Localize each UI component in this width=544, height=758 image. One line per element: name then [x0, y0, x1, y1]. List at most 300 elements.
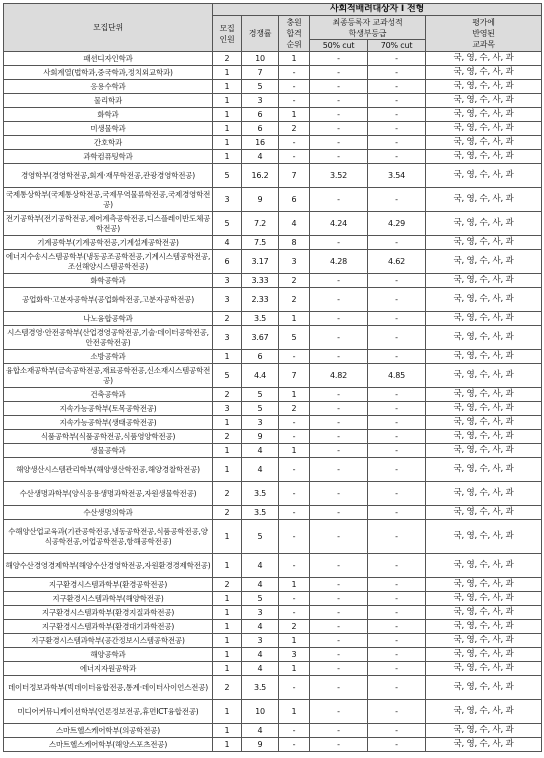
- recruit-cell: 1: [213, 634, 242, 648]
- recruit-cell: 3: [213, 326, 242, 350]
- rank-cell: 1: [279, 444, 310, 458]
- competition-cell: 3: [242, 416, 279, 430]
- cut70-cell: 4.85: [368, 364, 426, 388]
- competition-cell: 4: [242, 150, 279, 164]
- subjects-cell: 국, 영, 수, 사, 과: [426, 700, 542, 724]
- recruit-cell: 2: [213, 578, 242, 592]
- cut50-cell: -: [310, 648, 368, 662]
- cut50-cell: 4.24: [310, 212, 368, 236]
- table-row: [4, 648, 542, 662]
- table-row: [4, 122, 542, 136]
- unit-cell: 해양공학과: [4, 648, 213, 662]
- unit-cell: 식품공학부(식품공학전공,식품영양학전공): [4, 430, 213, 444]
- recruit-cell: 1: [213, 592, 242, 606]
- recruit-cell: 3: [213, 288, 242, 312]
- competition-cell: 9: [242, 188, 279, 212]
- header-cut50: 50% cut: [310, 40, 368, 52]
- recruit-cell: 1: [213, 662, 242, 676]
- subjects-cell: 국, 영, 수, 사, 과: [426, 634, 542, 648]
- unit-cell: 해양수산경영경제학부(해양수산경영학전공,자원환경경제학전공): [4, 554, 213, 578]
- table-row: [4, 274, 542, 288]
- table-row: [4, 578, 542, 592]
- rank-cell: -: [279, 724, 310, 738]
- cut70-cell: -: [368, 554, 426, 578]
- rank-cell: -: [279, 482, 310, 506]
- recruit-cell: 1: [213, 520, 242, 554]
- competition-cell: 6: [242, 350, 279, 364]
- cut70-cell: -: [368, 108, 426, 122]
- cut50-cell: -: [310, 122, 368, 136]
- cut50-cell: -: [310, 274, 368, 288]
- rank-cell: 3: [279, 648, 310, 662]
- rank-cell: 1: [279, 52, 310, 66]
- recruit-cell: 1: [213, 350, 242, 364]
- subjects-cell: 국, 영, 수, 사, 과: [426, 592, 542, 606]
- rank-cell: 2: [279, 402, 310, 416]
- cut50-cell: -: [310, 520, 368, 554]
- rank-cell: -: [279, 150, 310, 164]
- rank-cell: -: [279, 136, 310, 150]
- competition-cell: 3: [242, 634, 279, 648]
- recruit-cell: 6: [213, 250, 242, 274]
- subjects-cell: 국, 영, 수, 사, 과: [426, 676, 542, 700]
- cut50-cell: 4.82: [310, 364, 368, 388]
- subjects-cell: 국, 영, 수, 사, 과: [426, 606, 542, 620]
- cut70-cell: -: [368, 80, 426, 94]
- competition-cell: 3.67: [242, 326, 279, 350]
- subjects-cell: 국, 영, 수, 사, 과: [426, 188, 542, 212]
- unit-cell: 해양생산시스템관리학부(해양생산학전공,해양경찰학전공): [4, 458, 213, 482]
- subjects-cell: 국, 영, 수, 사, 과: [426, 212, 542, 236]
- competition-cell: 10: [242, 52, 279, 66]
- unit-cell: 미생물학과: [4, 122, 213, 136]
- subjects-cell: 국, 영, 수, 사, 과: [426, 648, 542, 662]
- cut50-cell: -: [310, 458, 368, 482]
- competition-cell: 4: [242, 662, 279, 676]
- competition-cell: 5: [242, 402, 279, 416]
- competition-cell: 3.5: [242, 482, 279, 506]
- cut70-cell: -: [368, 592, 426, 606]
- cut50-cell: -: [310, 136, 368, 150]
- subjects-cell: 국, 영, 수, 사, 과: [426, 80, 542, 94]
- subjects-cell: 국, 영, 수, 사, 과: [426, 402, 542, 416]
- unit-cell: 스마트헬스케어학부(해양스포츠전공): [4, 738, 213, 752]
- cut70-cell: -: [368, 326, 426, 350]
- cut70-cell: -: [368, 388, 426, 402]
- competition-cell: 4: [242, 554, 279, 578]
- competition-cell: 7.5: [242, 236, 279, 250]
- rank-cell: -: [279, 80, 310, 94]
- cut50-cell: -: [310, 52, 368, 66]
- subjects-cell: 국, 영, 수, 사, 과: [426, 578, 542, 592]
- table-row: [4, 738, 542, 752]
- subjects-cell: 국, 영, 수, 사, 과: [426, 364, 542, 388]
- cut70-cell: -: [368, 676, 426, 700]
- header-subjects: 평가에 반영된 교과목: [426, 16, 542, 52]
- table-row: [4, 66, 542, 80]
- table-row: [4, 312, 542, 326]
- rank-cell: -: [279, 554, 310, 578]
- unit-cell: 지구환경시스템과학부(환경대기과학전공): [4, 620, 213, 634]
- table-row: [4, 80, 542, 94]
- recruit-cell: 2: [213, 430, 242, 444]
- recruit-cell: 3: [213, 274, 242, 288]
- cut50-cell: -: [310, 738, 368, 752]
- rank-cell: 1: [279, 634, 310, 648]
- cut50-cell: -: [310, 416, 368, 430]
- competition-cell: 9: [242, 430, 279, 444]
- table-row: [4, 288, 542, 312]
- table-row: [4, 188, 542, 212]
- unit-cell: 기계공학부(기계공학전공,기계설계공학전공): [4, 236, 213, 250]
- cut50-cell: -: [310, 724, 368, 738]
- recruit-cell: 1: [213, 554, 242, 578]
- rank-cell: 1: [279, 312, 310, 326]
- unit-cell: 지속가능공학부(토목공학전공): [4, 402, 213, 416]
- recruit-cell: 1: [213, 738, 242, 752]
- recruit-cell: 1: [213, 620, 242, 634]
- cut70-cell: -: [368, 236, 426, 250]
- cut50-cell: 3.52: [310, 164, 368, 188]
- rank-cell: -: [279, 592, 310, 606]
- cut70-cell: -: [368, 520, 426, 554]
- cut70-cell: -: [368, 458, 426, 482]
- competition-cell: 5: [242, 520, 279, 554]
- cut70-cell: -: [368, 662, 426, 676]
- subjects-cell: 국, 영, 수, 사, 과: [426, 52, 542, 66]
- table-row: [4, 606, 542, 620]
- unit-cell: 건축공학과: [4, 388, 213, 402]
- table-row: [4, 430, 542, 444]
- table-row: [4, 108, 542, 122]
- table-row: [4, 350, 542, 364]
- unit-cell: 데이터정보과학부(빅데이터융합전공,통계·데이터사이언스전공): [4, 676, 213, 700]
- cut70-cell: -: [368, 738, 426, 752]
- competition-cell: 6: [242, 108, 279, 122]
- cut50-cell: -: [310, 606, 368, 620]
- competition-cell: 4: [242, 578, 279, 592]
- competition-cell: 7: [242, 66, 279, 80]
- subjects-cell: 국, 영, 수, 사, 과: [426, 312, 542, 326]
- cut70-cell: -: [368, 506, 426, 520]
- cut50-cell: 4.28: [310, 250, 368, 274]
- unit-cell: 지구환경시스템과학부(공간정보시스템공학전공): [4, 634, 213, 648]
- unit-cell: 간호학과: [4, 136, 213, 150]
- rank-cell: 1: [279, 700, 310, 724]
- recruit-cell: 2: [213, 676, 242, 700]
- competition-cell: 3.33: [242, 274, 279, 288]
- rank-cell: -: [279, 738, 310, 752]
- subjects-cell: 국, 영, 수, 사, 과: [426, 108, 542, 122]
- table-row: [4, 520, 542, 554]
- competition-cell: 16.2: [242, 164, 279, 188]
- table-row: [4, 724, 542, 738]
- cut70-cell: -: [368, 430, 426, 444]
- rank-cell: -: [279, 606, 310, 620]
- rank-cell: -: [279, 94, 310, 108]
- table-row: [4, 482, 542, 506]
- cut70-cell: -: [368, 52, 426, 66]
- cut70-cell: 4.62: [368, 250, 426, 274]
- cut50-cell: -: [310, 620, 368, 634]
- rank-cell: 2: [279, 620, 310, 634]
- cut50-cell: -: [310, 634, 368, 648]
- rank-cell: 1: [279, 662, 310, 676]
- subjects-cell: 국, 영, 수, 사, 과: [426, 288, 542, 312]
- unit-cell: 생물공학과: [4, 444, 213, 458]
- rank-cell: 8: [279, 236, 310, 250]
- competition-cell: 4.4: [242, 364, 279, 388]
- competition-cell: 16: [242, 136, 279, 150]
- recruit-cell: 2: [213, 312, 242, 326]
- cut70-cell: -: [368, 724, 426, 738]
- unit-cell: 화학공학과: [4, 274, 213, 288]
- subjects-cell: 국, 영, 수, 사, 과: [426, 506, 542, 520]
- cut70-cell: -: [368, 66, 426, 80]
- recruit-cell: 1: [213, 122, 242, 136]
- cut70-cell: -: [368, 444, 426, 458]
- cut50-cell: -: [310, 108, 368, 122]
- unit-cell: 응용수학과: [4, 80, 213, 94]
- rank-cell: -: [279, 66, 310, 80]
- table-row: [4, 676, 542, 700]
- table-row: [4, 94, 542, 108]
- table-row: [4, 634, 542, 648]
- cut50-cell: -: [310, 700, 368, 724]
- subjects-cell: 국, 영, 수, 사, 과: [426, 236, 542, 250]
- unit-cell: 스마트헬스케어학부(의공학전공): [4, 724, 213, 738]
- unit-cell: 수산생명과학부(양식응용생명과학전공,자원생물학전공): [4, 482, 213, 506]
- table-row: [4, 458, 542, 482]
- competition-cell: 5: [242, 592, 279, 606]
- unit-cell: 융합소재공학부(금속공학전공,재료공학전공,신소재시스템공학전공): [4, 364, 213, 388]
- unit-cell: 사회계열(법학과,중국학과,정치외교학과): [4, 66, 213, 80]
- cut70-cell: 4.29: [368, 212, 426, 236]
- unit-cell: 지구환경시스템과학부(환경지질과학전공): [4, 606, 213, 620]
- unit-cell: 과학컴퓨팅학과: [4, 150, 213, 164]
- cut50-cell: -: [310, 188, 368, 212]
- header-final-grade: 최종등록자 교과성적 학생부등급: [310, 16, 426, 40]
- subjects-cell: 국, 영, 수, 사, 과: [426, 444, 542, 458]
- cut50-cell: -: [310, 350, 368, 364]
- rank-cell: -: [279, 350, 310, 364]
- subjects-cell: 국, 영, 수, 사, 과: [426, 430, 542, 444]
- rank-cell: 1: [279, 578, 310, 592]
- recruit-cell: 1: [213, 444, 242, 458]
- competition-cell: 3.17: [242, 250, 279, 274]
- subjects-cell: 국, 영, 수, 사, 과: [426, 150, 542, 164]
- recruit-cell: 5: [213, 364, 242, 388]
- table-row: [4, 236, 542, 250]
- competition-cell: 7.2: [242, 212, 279, 236]
- subjects-cell: 국, 영, 수, 사, 과: [426, 94, 542, 108]
- unit-cell: 물리학과: [4, 94, 213, 108]
- rank-cell: 1: [279, 108, 310, 122]
- unit-cell: 패션디자인학과: [4, 52, 213, 66]
- rank-cell: -: [279, 676, 310, 700]
- recruit-cell: 1: [213, 150, 242, 164]
- recruit-cell: 1: [213, 66, 242, 80]
- table-row: [4, 416, 542, 430]
- cut70-cell: -: [368, 312, 426, 326]
- cut50-cell: -: [310, 66, 368, 80]
- rank-cell: 4: [279, 212, 310, 236]
- subjects-cell: 국, 영, 수, 사, 과: [426, 662, 542, 676]
- cut70-cell: -: [368, 288, 426, 312]
- competition-cell: 4: [242, 458, 279, 482]
- cut50-cell: -: [310, 150, 368, 164]
- cut70-cell: -: [368, 274, 426, 288]
- rank-cell: 7: [279, 164, 310, 188]
- recruit-cell: 1: [213, 700, 242, 724]
- competition-cell: 5: [242, 80, 279, 94]
- competition-cell: 3.5: [242, 506, 279, 520]
- recruit-cell: 1: [213, 108, 242, 122]
- cut50-cell: -: [310, 80, 368, 94]
- subjects-cell: 국, 영, 수, 사, 과: [426, 66, 542, 80]
- unit-cell: 지구환경시스템과학부(환경공학전공): [4, 578, 213, 592]
- table-row: [4, 444, 542, 458]
- cut50-cell: -: [310, 554, 368, 578]
- subjects-cell: 국, 영, 수, 사, 과: [426, 520, 542, 554]
- competition-cell: 4: [242, 620, 279, 634]
- table-row: [4, 554, 542, 578]
- header-recruit: 모집 인원: [213, 16, 242, 52]
- rank-cell: 7: [279, 364, 310, 388]
- recruit-cell: 1: [213, 724, 242, 738]
- unit-cell: 공업화학·고분자공학부(공업화학전공,고분자공학전공): [4, 288, 213, 312]
- subjects-cell: 국, 영, 수, 사, 과: [426, 350, 542, 364]
- rank-cell: -: [279, 458, 310, 482]
- table-row: [4, 52, 542, 66]
- table-row: [4, 164, 542, 188]
- competition-cell: 10: [242, 700, 279, 724]
- admission-results-table: [3, 3, 542, 752]
- subjects-cell: 국, 영, 수, 사, 과: [426, 388, 542, 402]
- cut50-cell: -: [310, 288, 368, 312]
- subjects-cell: 국, 영, 수, 사, 과: [426, 724, 542, 738]
- cut70-cell: -: [368, 150, 426, 164]
- cut70-cell: -: [368, 700, 426, 724]
- unit-cell: 경영학부(경영학전공,회계·재무학전공,관광경영학전공): [4, 164, 213, 188]
- cut50-cell: -: [310, 312, 368, 326]
- subjects-cell: 국, 영, 수, 사, 과: [426, 620, 542, 634]
- recruit-cell: 3: [213, 402, 242, 416]
- competition-cell: 3.5: [242, 676, 279, 700]
- subjects-cell: 국, 영, 수, 사, 과: [426, 122, 542, 136]
- unit-cell: 지속가능공학부(생태공학전공): [4, 416, 213, 430]
- unit-cell: 시스템경영·안전공학부(산업경영공학전공,기술·데이터공학전공,안전공학전공): [4, 326, 213, 350]
- unit-cell: 수산생명의학과: [4, 506, 213, 520]
- table-row: [4, 326, 542, 350]
- competition-cell: 4: [242, 724, 279, 738]
- header-cut70: 70% cut: [368, 40, 426, 52]
- recruit-cell: 1: [213, 458, 242, 482]
- competition-cell: 4: [242, 648, 279, 662]
- rank-cell: -: [279, 430, 310, 444]
- recruit-cell: 2: [213, 506, 242, 520]
- rank-cell: 6: [279, 188, 310, 212]
- table-row: [4, 388, 542, 402]
- cut50-cell: -: [310, 482, 368, 506]
- unit-cell: 에너지자원공학과: [4, 662, 213, 676]
- recruit-cell: 4: [213, 236, 242, 250]
- unit-cell: 국제통상학부(국제통상학전공,국제무역물류학전공,국제경영학전공): [4, 188, 213, 212]
- cut70-cell: -: [368, 606, 426, 620]
- unit-cell: 화학과: [4, 108, 213, 122]
- subjects-cell: 국, 영, 수, 사, 과: [426, 458, 542, 482]
- recruit-cell: 2: [213, 482, 242, 506]
- table-row: [4, 136, 542, 150]
- rank-cell: -: [279, 416, 310, 430]
- table-row: [4, 662, 542, 676]
- header-competition: 경쟁률: [242, 16, 279, 52]
- rank-cell: 2: [279, 122, 310, 136]
- recruit-cell: 2: [213, 52, 242, 66]
- recruit-cell: 1: [213, 606, 242, 620]
- cut50-cell: -: [310, 676, 368, 700]
- unit-cell: 나노융합공학과: [4, 312, 213, 326]
- recruit-cell: 2: [213, 388, 242, 402]
- cut70-cell: -: [368, 648, 426, 662]
- table-row: [4, 506, 542, 520]
- subjects-cell: 국, 영, 수, 사, 과: [426, 738, 542, 752]
- competition-cell: 3: [242, 606, 279, 620]
- recruit-cell: 1: [213, 94, 242, 108]
- recruit-cell: 5: [213, 212, 242, 236]
- cut70-cell: -: [368, 94, 426, 108]
- cut50-cell: -: [310, 402, 368, 416]
- rank-cell: 1: [279, 388, 310, 402]
- cut70-cell: -: [368, 402, 426, 416]
- competition-cell: 4: [242, 444, 279, 458]
- header-unit: 모집단위: [4, 4, 213, 52]
- cut70-cell: -: [368, 136, 426, 150]
- subjects-cell: 국, 영, 수, 사, 과: [426, 554, 542, 578]
- rank-cell: -: [279, 506, 310, 520]
- header-addition-rank: 충원 합격 순위: [279, 16, 310, 52]
- subjects-cell: 국, 영, 수, 사, 과: [426, 482, 542, 506]
- subjects-cell: 국, 영, 수, 사, 과: [426, 274, 542, 288]
- cut70-cell: -: [368, 482, 426, 506]
- recruit-cell: 3: [213, 188, 242, 212]
- cut50-cell: -: [310, 662, 368, 676]
- cut50-cell: -: [310, 94, 368, 108]
- table-row: [4, 250, 542, 274]
- unit-cell: 전기공학부(전기공학전공,제어계측공학전공,디스플레이반도체공학전공): [4, 212, 213, 236]
- subjects-cell: 국, 영, 수, 사, 과: [426, 136, 542, 150]
- table-row: [4, 700, 542, 724]
- unit-cell: 수해양산업교육과(기관공학전공,냉동공학전공,식품공학전공,양식공학전공,어업공학전공,항해공학전공): [4, 520, 213, 554]
- rank-cell: 2: [279, 288, 310, 312]
- table-row: [4, 402, 542, 416]
- cut50-cell: -: [310, 506, 368, 520]
- subjects-cell: 국, 영, 수, 사, 과: [426, 416, 542, 430]
- unit-cell: 소방공학과: [4, 350, 213, 364]
- competition-cell: 3.5: [242, 312, 279, 326]
- cut50-cell: -: [310, 236, 368, 250]
- table-row: [4, 212, 542, 236]
- rank-cell: 3: [279, 250, 310, 274]
- unit-cell: 미디어커뮤니케이션학부(언론정보전공,휴먼ICT융합전공): [4, 700, 213, 724]
- cut50-cell: -: [310, 388, 368, 402]
- recruit-cell: 1: [213, 80, 242, 94]
- competition-cell: 6: [242, 122, 279, 136]
- competition-cell: 9: [242, 738, 279, 752]
- table-row: [4, 592, 542, 606]
- cut70-cell: 3.54: [368, 164, 426, 188]
- cut70-cell: -: [368, 634, 426, 648]
